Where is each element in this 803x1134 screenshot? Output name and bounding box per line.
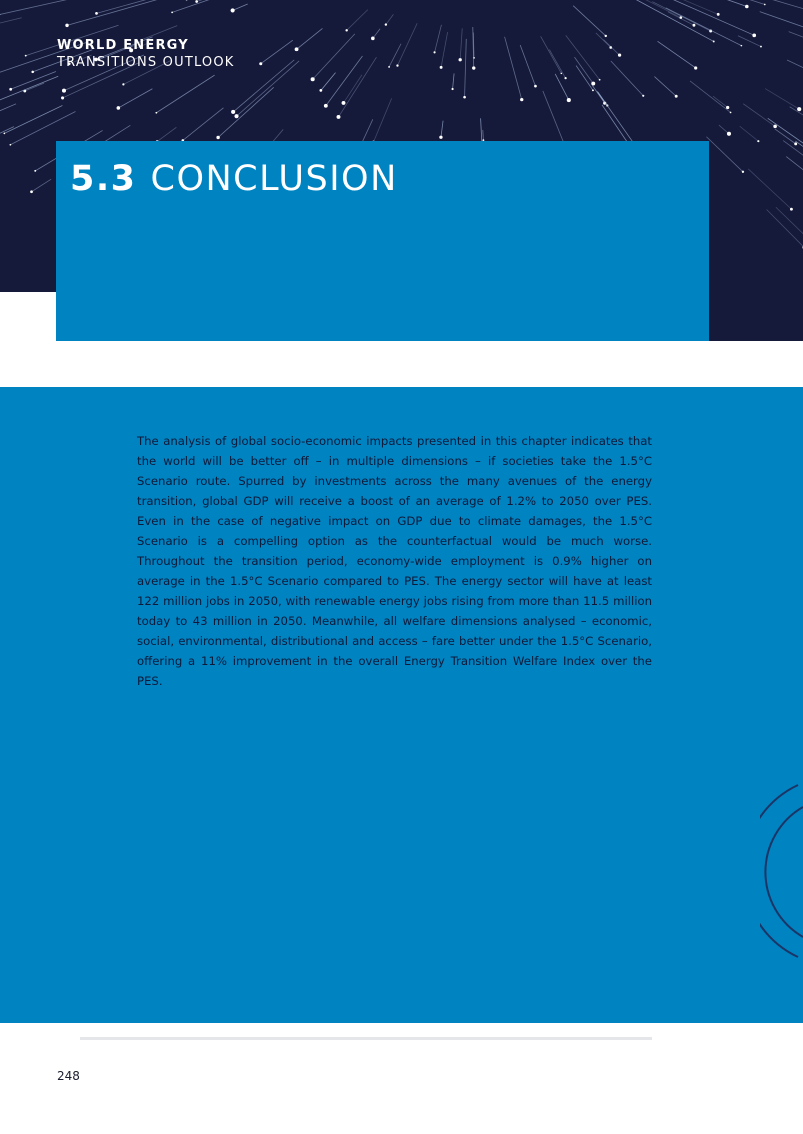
star-streak (592, 86, 604, 104)
star-dot (231, 8, 235, 12)
star-streak (386, 14, 394, 24)
star-streak (233, 4, 248, 10)
star-streak (25, 83, 44, 91)
star-streak (157, 127, 176, 141)
star-dot (713, 41, 715, 43)
star-dot (324, 104, 328, 108)
star-streak (658, 41, 696, 68)
star-streak (237, 61, 300, 116)
star-dot (95, 12, 98, 15)
star-dot (62, 89, 66, 93)
star-dot (10, 144, 12, 146)
star-dot (117, 106, 121, 110)
star-streak (0, 76, 58, 106)
star-dot (371, 37, 375, 41)
star-dot (742, 171, 744, 173)
star-dot (618, 54, 621, 57)
content-panel (0, 387, 803, 1023)
star-dot (195, 0, 198, 3)
star-streak (783, 141, 803, 177)
star-streak (652, 2, 710, 31)
star-dot (790, 208, 793, 211)
star-streak (604, 40, 620, 56)
star-streak (654, 77, 676, 97)
star-streak (740, 126, 759, 141)
star-streak (460, 28, 462, 59)
star-streak (787, 60, 803, 91)
star-streak (573, 6, 606, 36)
star-dot (439, 136, 442, 139)
star-dot (34, 170, 36, 172)
star-streak (465, 39, 467, 97)
star-dot (745, 5, 749, 9)
star-streak (555, 74, 569, 100)
star-dot (463, 96, 466, 99)
star-streak (690, 81, 731, 113)
star-dot (440, 66, 443, 69)
star-dot (337, 115, 341, 119)
star-streak (760, 12, 803, 31)
star-streak (338, 57, 376, 117)
star-dot (797, 107, 801, 111)
star-streak (233, 60, 294, 112)
star-streak (261, 40, 293, 64)
star-dot (31, 71, 34, 74)
star-streak (218, 87, 274, 137)
star-streak (32, 179, 52, 192)
star-dot (693, 24, 696, 27)
star-dot (122, 83, 124, 85)
star-dot (385, 23, 387, 25)
star-streak (543, 91, 565, 145)
star-streak (666, 8, 742, 46)
star-dot (591, 82, 595, 86)
star-streak (389, 44, 401, 67)
section-title (70, 159, 398, 199)
star-streak (441, 121, 443, 138)
publication-brand (57, 37, 235, 71)
star-streak (344, 75, 362, 103)
star-dot (319, 89, 322, 92)
star-dot (741, 45, 743, 47)
star-dot (605, 35, 607, 37)
star-streak (632, 0, 714, 41)
star-streak (611, 61, 643, 96)
section-title-box (56, 141, 709, 341)
star-dot (773, 125, 777, 129)
star-streak (520, 45, 535, 86)
star-dot (694, 66, 697, 69)
star-dot (561, 73, 563, 75)
star-dot (4, 133, 6, 135)
brand-line-2: TRANSITIONS OUTLOOK (57, 55, 235, 70)
star-dot (25, 55, 27, 57)
star-streak (96, 0, 153, 13)
star-dot (388, 66, 390, 68)
star-streak (754, 0, 803, 12)
star-streak (776, 207, 803, 252)
star-dot (155, 112, 157, 114)
star-dot (794, 142, 797, 145)
star-streak (574, 57, 593, 83)
star-streak (743, 104, 775, 127)
star-streak (566, 35, 600, 79)
star-streak (435, 25, 442, 53)
star-streak (313, 34, 355, 79)
star-dot (752, 33, 756, 37)
star-streak (748, 169, 791, 209)
star-dot (259, 62, 262, 65)
star-dot (171, 11, 173, 13)
star-streak (505, 37, 522, 100)
star-dot (567, 98, 571, 102)
section-number: 5.3 (70, 159, 137, 199)
star-dot (433, 51, 435, 53)
star-dot (311, 77, 315, 81)
star-streak (706, 137, 743, 172)
star-streak (713, 96, 728, 107)
star-dot (599, 79, 601, 81)
star-dot (717, 13, 720, 16)
star-streak (0, 14, 1, 21)
star-dot (234, 114, 238, 118)
star-streak (197, 0, 229, 1)
star-dot (534, 85, 537, 88)
star-streak (4, 106, 62, 134)
star-dot (65, 24, 68, 27)
star-dot (764, 4, 766, 6)
star-streak (183, 108, 224, 141)
section-title-text: CONCLUSION (150, 159, 398, 199)
star-dot (231, 110, 235, 114)
star-streak (321, 73, 336, 91)
star-streak (765, 89, 799, 110)
star-streak (347, 10, 368, 31)
star-streak (453, 73, 455, 89)
star-dot (295, 47, 299, 51)
star-streak (118, 89, 152, 108)
star-streak (483, 130, 484, 140)
star-dot (342, 101, 346, 105)
star-dot (760, 46, 762, 48)
star-streak (326, 56, 363, 106)
star-streak (373, 98, 391, 142)
star-dot (459, 58, 462, 61)
star-streak (549, 50, 565, 79)
star-dot (727, 132, 731, 136)
footer-rule (80, 1037, 652, 1040)
star-dot (520, 98, 523, 101)
star-streak (0, 18, 22, 28)
star-dot (642, 95, 644, 97)
star-dot (345, 29, 347, 31)
star-streak (172, 0, 250, 12)
star-streak (0, 0, 86, 18)
star-streak (620, 0, 680, 18)
star-streak (10, 111, 75, 144)
star-dot (61, 96, 64, 99)
star-dot (757, 140, 759, 142)
star-streak (297, 28, 323, 49)
star-dot (451, 88, 453, 90)
star-dot (592, 89, 594, 91)
star-dot (564, 77, 566, 79)
star-streak (541, 36, 562, 73)
star-streak (786, 157, 803, 177)
star-streak (441, 32, 447, 67)
star-streak (596, 33, 611, 47)
white-divider-strip (0, 341, 803, 387)
star-dot (9, 88, 12, 91)
star-dot (396, 64, 398, 66)
star-streak (789, 32, 803, 45)
star-dot (675, 95, 678, 98)
star-dot (472, 66, 475, 69)
star-streak (698, 0, 747, 6)
decorative-arcs (760, 777, 803, 967)
star-streak (67, 0, 165, 25)
star-streak (0, 104, 16, 124)
conclusion-paragraph: The analysis of global socio-economic impacts presented in this chapter indicates that the world will be better off – in multiple dimensions – if societies take the 1.5°C Scenario route. Spurred by investments across the many avenues of the energy transition, global GDP will receive a boost of an average of 1.2% to 2050 over PES. Even in the case of negative impact on GDP due to climate damages, the 1.5°C Scenario is a compelling option as the counterfactual would be much worse. Throughout the transition period, economy-wide employment is 0.9% higher on average in the 1.5°C Scenario compared to PES. The energy sector will have at least 122 million jobs in 2050, with renewable energy jobs rising from more than 11.5 million today to 43 million in 2050. Meanwhile, all welfare dimensions analysed – economic, social, environmental, distributional and access – fare better under the 1.5°C Scenario, offering a 11% improvement in the overall Energy Transition Welfare Index over the PES. (137, 434, 652, 688)
brand-line-1: WORLD ENERGY (57, 38, 189, 53)
star-dot (30, 190, 33, 193)
page-number: 248 (57, 1069, 80, 1083)
star-dot (726, 106, 729, 109)
star-streak (576, 66, 593, 91)
star-dot (730, 112, 732, 114)
star-dot (216, 136, 219, 139)
star-streak (156, 75, 214, 113)
